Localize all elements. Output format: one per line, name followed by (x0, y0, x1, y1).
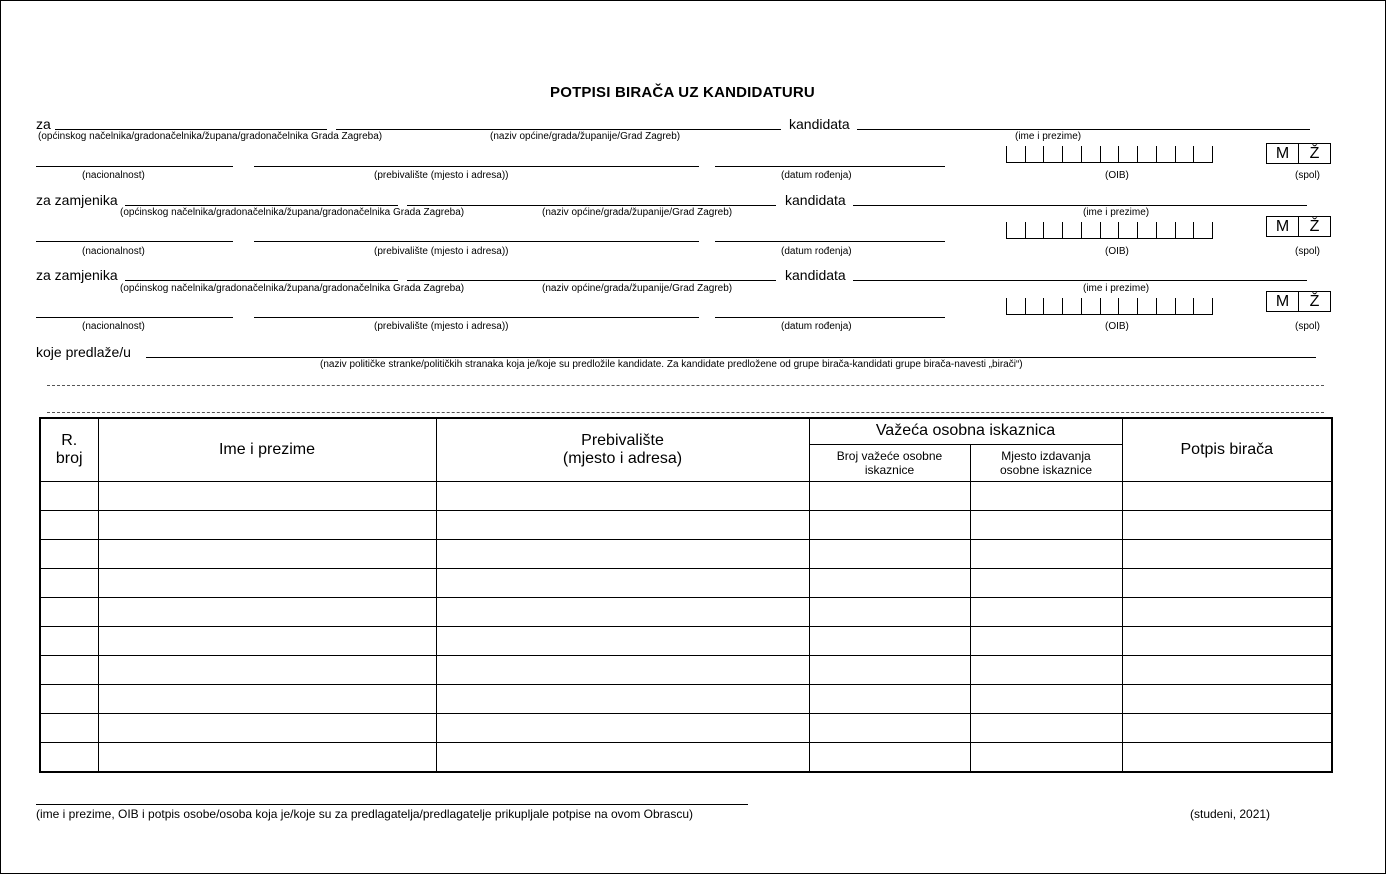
cell-residence[interactable] (436, 481, 809, 510)
cell-residence[interactable] (436, 597, 809, 626)
header-rbroj-line2: broj (55, 449, 83, 467)
candidate-name-field[interactable] (853, 205, 1307, 206)
proposer-field[interactable] (146, 357, 1316, 358)
cell-name[interactable] (98, 568, 436, 597)
cell-name[interactable] (98, 539, 436, 568)
header-residence (436, 418, 809, 481)
dob-caption: (datum rođenja) (781, 170, 852, 181)
proposer-label: koje predlaže/u (36, 344, 131, 360)
header-id-number-line2: iskaznice (864, 462, 915, 477)
cell-name[interactable] (98, 655, 436, 684)
cell-signature[interactable] (1122, 626, 1332, 655)
cell-id-number[interactable] (809, 655, 970, 684)
table-row (40, 568, 1332, 597)
gender-m[interactable]: M (1275, 218, 1290, 235)
dob-caption: (datum rođenja) (781, 321, 852, 332)
nationality-field[interactable] (36, 166, 233, 167)
cell-id-number[interactable] (809, 481, 970, 510)
cell-id-number[interactable] (809, 684, 970, 713)
oib-boxes[interactable] (1006, 222, 1213, 239)
table-row (40, 742, 1332, 772)
header-id-number (809, 444, 970, 481)
oib-caption: (OIB) (1105, 170, 1129, 181)
cell-rbroj[interactable] (40, 713, 98, 742)
area-field[interactable] (336, 129, 781, 130)
area-caption: (naziv općine/grada/županije/Grad Zagreb) (542, 207, 733, 218)
cell-signature[interactable] (1122, 655, 1332, 684)
kandidata-label: kandidata (785, 192, 846, 208)
cell-residence[interactable] (436, 510, 809, 539)
table-row (40, 510, 1332, 539)
cell-id-place[interactable] (970, 510, 1122, 539)
candidate-name-field[interactable] (857, 129, 1310, 130)
gender-z[interactable]: Ž (1298, 144, 1330, 163)
nationality-caption: (nacionalnost) (82, 170, 145, 181)
header-rbroj-line1: R. (61, 431, 78, 449)
cell-name[interactable] (98, 626, 436, 655)
residence-field[interactable] (254, 241, 699, 242)
table-row (40, 655, 1332, 684)
office-caption: (općinskog načelnika/gradonačelnika/župana/gradonačelnika Grada Zagreba) (120, 283, 465, 294)
cell-name[interactable] (98, 684, 436, 713)
residence-field[interactable] (254, 166, 699, 167)
gender-caption: (spol) (1295, 246, 1321, 257)
cell-rbroj[interactable] (40, 510, 98, 539)
oib-caption: (OIB) (1105, 321, 1129, 332)
table-row (40, 626, 1332, 655)
proposer-field-line-3[interactable] (47, 412, 1324, 413)
gender-z[interactable]: Ž (1298, 292, 1330, 311)
cell-id-place[interactable] (970, 742, 1122, 772)
cell-id-place[interactable] (970, 481, 1122, 510)
name-caption: (ime i prezime) (1083, 207, 1150, 218)
gender-m[interactable]: M (1275, 145, 1290, 162)
cell-residence[interactable] (436, 539, 809, 568)
cell-signature[interactable] (1122, 713, 1332, 742)
cell-id-place[interactable] (970, 626, 1122, 655)
cell-signature[interactable] (1122, 510, 1332, 539)
cell-signature[interactable] (1122, 568, 1332, 597)
cell-id-number[interactable] (809, 568, 970, 597)
collector-field[interactable] (36, 804, 748, 805)
residence-caption: (prebivalište (mjesto i adresa)) (374, 321, 509, 332)
block-prefix: za (36, 116, 51, 132)
area-field[interactable] (407, 205, 776, 206)
gender-boxes[interactable] (1266, 143, 1331, 164)
candidate-name-field[interactable] (853, 280, 1307, 281)
gender-boxes[interactable] (1266, 291, 1331, 312)
cell-rbroj[interactable] (40, 481, 98, 510)
header-residence-line1: Prebivalište (581, 431, 664, 449)
cell-signature[interactable] (1122, 597, 1332, 626)
office-field[interactable] (125, 205, 398, 206)
cell-name[interactable] (98, 713, 436, 742)
area-field[interactable] (407, 280, 776, 281)
cell-id-number[interactable] (809, 539, 970, 568)
nationality-caption: (nacionalnost) (82, 321, 145, 332)
cell-name[interactable] (98, 742, 436, 772)
office-field[interactable] (55, 129, 327, 130)
header-id-place-line1: Mjesto izdavanja (1001, 448, 1091, 463)
header-id-group: Važeća osobna iskaznica (809, 418, 1122, 444)
cell-id-place[interactable] (970, 713, 1122, 742)
cell-residence[interactable] (436, 626, 809, 655)
dob-field[interactable] (715, 166, 945, 167)
cell-rbroj[interactable] (40, 539, 98, 568)
kandidata-label: kandidata (789, 116, 850, 132)
cell-rbroj[interactable] (40, 655, 98, 684)
area-caption: (naziv općine/grada/županije/Grad Zagreb) (490, 131, 681, 142)
cell-id-number[interactable] (809, 742, 970, 772)
cell-id-place[interactable] (970, 655, 1122, 684)
cell-residence[interactable] (436, 742, 809, 772)
cell-id-number[interactable] (809, 626, 970, 655)
cell-rbroj[interactable] (40, 597, 98, 626)
nationality-caption: (nacionalnost) (82, 246, 145, 257)
collector-caption: (ime i prezime, OIB i potpis osobe/osoba koja je/koje su za predlagatelja/predlagatelje prikupljale potpise na ovom Obrascu) (36, 807, 694, 821)
office-field[interactable] (125, 280, 398, 281)
cell-rbroj[interactable] (40, 684, 98, 713)
table-row (40, 597, 1332, 626)
gender-z[interactable]: Ž (1298, 217, 1330, 236)
residence-field[interactable] (254, 317, 699, 318)
cell-id-number[interactable] (809, 713, 970, 742)
cell-signature[interactable] (1122, 481, 1332, 510)
cell-residence[interactable] (436, 655, 809, 684)
cell-name[interactable] (98, 597, 436, 626)
header-rbroj (40, 418, 98, 481)
cell-rbroj[interactable] (40, 742, 98, 772)
block-prefix: za zamjenika (36, 267, 118, 283)
cell-rbroj[interactable] (40, 626, 98, 655)
cell-id-place[interactable] (970, 684, 1122, 713)
cell-name[interactable] (98, 510, 436, 539)
name-caption: (ime i prezime) (1083, 283, 1150, 294)
cell-signature[interactable] (1122, 539, 1332, 568)
office-caption: (općinskog načelnika/gradonačelnika/župana/gradonačelnika Grada Zagreba) (120, 207, 465, 218)
cell-residence[interactable] (436, 713, 809, 742)
residence-caption: (prebivalište (mjesto i adresa)) (374, 246, 509, 257)
proposer-field-line-2[interactable] (47, 385, 1324, 386)
block-prefix: za zamjenika (36, 192, 118, 208)
office-caption: (općinskog načelnika/gradonačelnika/župana/gradonačelnika Grada Zagreba) (38, 131, 383, 142)
proposer-caption: (naziv političke stranke/političkih stranaka koja je/koje su predložile kandidate. Za kandidate predložene od grupe birača-kandidati grupe birača-navesti „birači“) (320, 359, 1023, 370)
dob-field[interactable] (715, 317, 945, 318)
cell-residence[interactable] (436, 684, 809, 713)
residence-caption: (prebivalište (mjesto i adresa)) (374, 170, 509, 181)
cell-residence[interactable] (436, 568, 809, 597)
dob-field[interactable] (715, 241, 945, 242)
header-id-place-line2: osobne iskaznice (999, 462, 1093, 477)
oib-boxes[interactable] (1006, 146, 1213, 163)
oib-caption: (OIB) (1105, 246, 1129, 257)
gender-caption: (spol) (1295, 321, 1321, 332)
header-id-number-line1: Broj važeće osobne (836, 448, 943, 463)
cell-signature[interactable] (1122, 742, 1332, 772)
cell-id-number[interactable] (809, 597, 970, 626)
form-title: POTPISI BIRAČA UZ KANDIDATURU (550, 84, 815, 101)
cell-id-place[interactable] (970, 597, 1122, 626)
cell-signature[interactable] (1122, 684, 1332, 713)
table-row (40, 481, 1332, 510)
gender-m[interactable]: M (1275, 293, 1290, 310)
cell-id-number[interactable] (809, 510, 970, 539)
kandidata-label: kandidata (785, 267, 846, 283)
gender-boxes[interactable] (1266, 216, 1331, 237)
table-row (40, 539, 1332, 568)
gender-caption: (spol) (1295, 170, 1321, 181)
header-signature: Potpis birača (1122, 418, 1332, 481)
cell-rbroj[interactable] (40, 568, 98, 597)
oib-boxes[interactable] (1006, 298, 1213, 315)
cell-name[interactable] (98, 481, 436, 510)
nationality-field[interactable] (36, 317, 233, 318)
header-residence-line2: (mjesto i adresa) (562, 449, 683, 467)
area-caption: (naziv općine/grada/županije/Grad Zagreb) (542, 283, 733, 294)
header-id-place (970, 444, 1122, 481)
form-version: (studeni, 2021) (1190, 807, 1271, 821)
table-row (40, 713, 1332, 742)
cell-id-place[interactable] (970, 539, 1122, 568)
cell-id-place[interactable] (970, 568, 1122, 597)
nationality-field[interactable] (36, 241, 233, 242)
name-caption: (ime i prezime) (1015, 131, 1082, 142)
signatures-table (39, 417, 1333, 773)
table-row (40, 684, 1332, 713)
header-name: Ime i prezime (98, 418, 436, 481)
dob-caption: (datum rođenja) (781, 246, 852, 257)
